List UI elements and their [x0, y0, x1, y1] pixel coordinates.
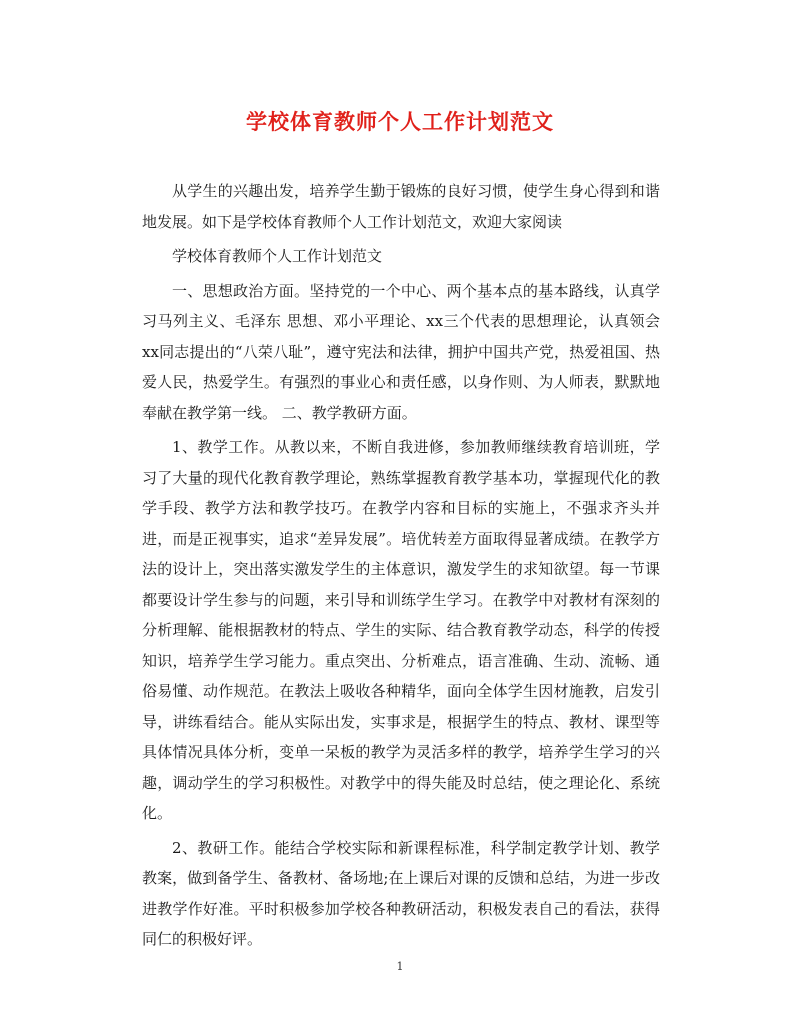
teaching-work-paragraph: 1、教学工作。从教以来，不断自我进修，参加教师继续教育培训班，学习了大量的现代化教育教学理论，熟练掌握教育教学基本功，掌握现代化的教学手段、教学方法和教学技巧。在教学内容和目标的实施上，不强求齐头并进，而是正视事实，追求“差异发展”。培优转差方面取得显著成绩。在教学方法的设计上，突出落实激发学生的主体意识，激发学生的求知欲望。每一节课都要设计学生参与的问题，来引导和训练学生学习。在教学中对教材有深刻的分析理解、能根据教材的特点、学生的实际、结合教育教学动态，科学的传授知识，培养学生学习能力。重点突出、分析难点，语言准确、生动、流畅、通俗易懂、动作规范。在教法上吸收各种精华，面向全体学生因材施教，启发引导，讲练看结合。能从实际出发，实事求是，根据学生的特点、教材、课型等具体情况具体分析，变单一呆板的教学为灵活多样的教学，培养学生学习的兴趣，调动学生的学习积极性。对教学中的得失能及时总结，使之理论化、系统化。 — [142, 438, 660, 822]
document-body — [142, 176, 660, 959]
subtitle-paragraph: 学校体育教师个人工作计划范文 — [172, 247, 383, 265]
research-work-paragraph: 2、教研工作。能结合学校实际和新课程标准，科学制定教学计划、教学教案，做到备学生、备教材、备场地;在上课后对课的反馈和总结，为进一步改进教学作好准。平时积极参加学校各种教研活动，积极发表自己的看法，获得同仁的积极好评。 — [142, 838, 660, 948]
political-section-paragraph: 一、思想政治方面。坚持党的一个中心、两个基本点的基本路线，认真学习马列主义、毛泽东 思想、邓小平理论、xx三个代表的思想理论，认真领会xx同志提出的“八荣八耻”，遵守宪法和法律，拥护中国共产党，热爱祖国、热爱人民，热爱学生。有强烈的事业心和责任感，以身作则、为人师表，默默地奉献在教学第一线。 二、教学教研方面。 — [142, 281, 660, 422]
document-title: 学校体育教师个人工作计划范文 — [246, 110, 554, 134]
page-number: 1 — [396, 960, 404, 973]
intro-paragraph: 从学生的兴趣出发，培养学生勤于锻炼的良好习惯，使学生身心得到和谐地发展。如下是学校体育教师个人工作计划范文，欢迎大家阅读 — [142, 182, 660, 231]
